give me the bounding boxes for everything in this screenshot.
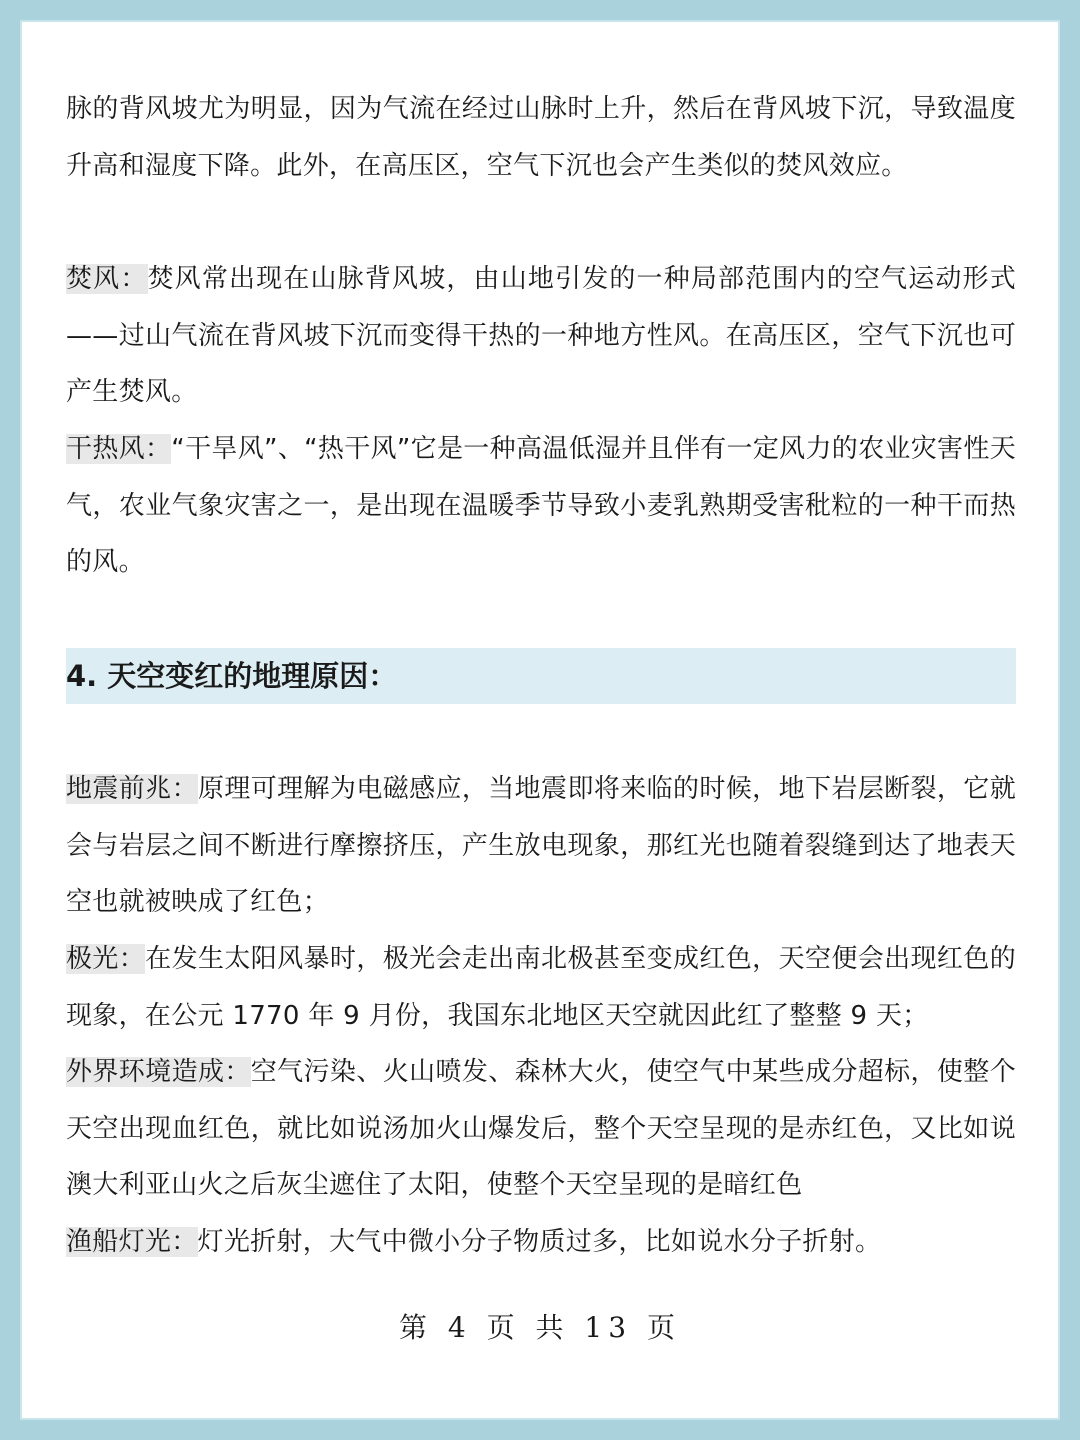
definition-foehn	[66, 251, 1016, 421]
definition-dry-hot-wind	[66, 421, 1016, 591]
term-label: 外界环境造成：	[66, 1057, 251, 1087]
page-number-footer: 第 4 页 共 13 页	[399, 1311, 681, 1344]
intro-paragraph	[66, 81, 1016, 194]
definition-text: 焚风常出现在山脉背风坡，由山地引发的一种局部范围内的空气运动形式——过山气流在背风坡下沉而变得干热的一种地方性风。在高压区，空气下沉也可产生焚风。	[66, 264, 1016, 408]
term-label: 焚风：	[66, 264, 148, 294]
intro-text: 脉的背风坡尤为明显，因为气流在经过山脉时上升，然后在背风坡下沉，导致温度升高和湿度下降。此外，在高压区，空气下沉也会产生类似的焚风效应。	[66, 94, 1016, 181]
definition-environment	[66, 1044, 1016, 1214]
definition-text: “干旱风”、“热干风”它是一种高温低湿并且伴有一定风力的农业灾害性天气，农业气象灾害之一，是出现在温暖季节导致小麦乳熟期受害秕粒的一种干而热的风。	[66, 434, 1016, 578]
term-label: 地震前兆：	[66, 774, 198, 804]
definition-text: 原理可理解为电磁感应，当地震即将来临的时候，地下岩层断裂，它就会与岩层之间不断进行摩擦挤压，产生放电现象，那红光也随着裂缝到达了地表天空也就被映成了红色；	[66, 774, 1016, 918]
term-label: 极光：	[66, 944, 146, 974]
definition-text: 空气污染、火山喷发、森林大火，使空气中某些成分超标，使整个天空出现血红色，就比如说汤加火山爆发后，整个天空呈现的是赤红色，又比如说澳大利亚山火之后灰尘遮住了太阳，使整个天空呈现的是暗红色	[66, 1057, 1017, 1201]
definition-earthquake-sign	[66, 761, 1016, 931]
definition-text: 在发生太阳风暴时，极光会走出南北极甚至变成红色，天空便会出现红色的现象，在公元 1770 年 9 月份，我国东北地区天空就因此红了整整 9 天；	[66, 944, 1017, 1031]
definition-text: 灯光折射，大气中微小分子物质过多，比如说水分子折射。	[197, 1227, 882, 1257]
term-label: 渔船灯光：	[66, 1227, 198, 1257]
definition-aurora	[66, 931, 1016, 1044]
definition-fishing-lights	[66, 1214, 1016, 1271]
section-heading: 4. 天空变红的地理原因：	[66, 648, 1016, 704]
term-label: 干热风：	[66, 434, 172, 464]
